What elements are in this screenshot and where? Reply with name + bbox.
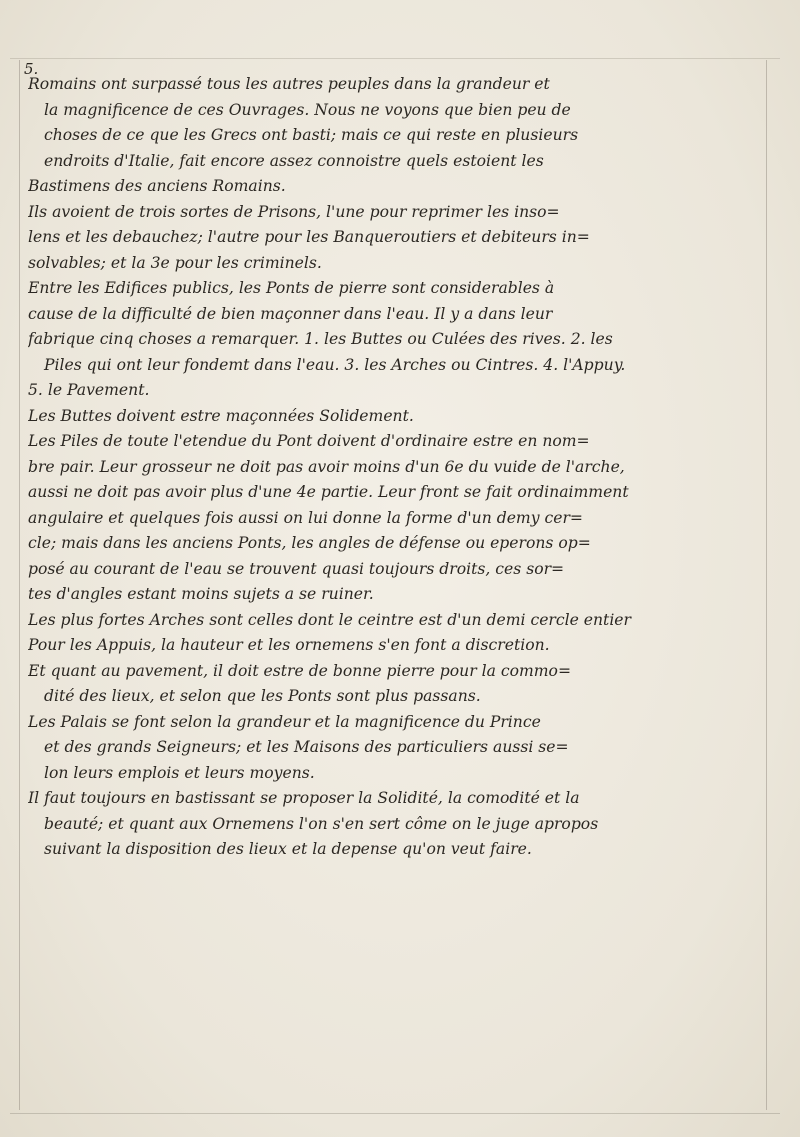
text-line: dité des lieux, et selon que les Ponts sont plus passans. <box>44 687 481 705</box>
text-line: Les Buttes doivent estre maçonnées Solidement. <box>28 406 414 425</box>
text-line: Et quant au pavement, il doit estre de bonne pierre pour la commo= <box>28 661 572 680</box>
page-number: 5. <box>24 60 39 78</box>
text-line: Les Palais se font selon la grandeur et la magnificence du Prince <box>28 712 541 731</box>
text-line: aussi ne doit pas avoir plus d'une 4e partie. Leur front se fait ordinaimment <box>28 483 629 501</box>
right-margin-rule <box>766 60 767 1110</box>
text-line: endroits d'Italie, fait encore assez connoistre quels estoient les <box>44 151 544 170</box>
text-line: la magnificence de ces Ouvrages. Nous ne voyons que bien peu de <box>44 100 571 119</box>
text-line: suivant la disposition des lieux et la depense qu'on veut faire. <box>44 840 532 858</box>
text-line: fabrique cinq choses a remarquer. 1. les Buttes ou Culées des rives. 2. les <box>28 330 613 348</box>
text-line: solvables; et la 3e pour les criminels. <box>28 253 322 272</box>
text-line: et des grands Seigneurs; et les Maisons des particuliers aussi se= <box>44 738 569 756</box>
text-line: choses de ce que les Grecs ont basti; mais ce qui reste en plusieurs <box>44 126 579 144</box>
text-line: lon leurs emplois et leurs moyens. <box>44 763 315 782</box>
left-margin-rule <box>19 60 20 1110</box>
text-line: Entre les Edifices publics, les Ponts de pierre sont considerables à <box>28 279 555 297</box>
text-line: cause de la difficulté de bien maçonner dans l'eau. Il y a dans leur <box>28 304 553 323</box>
text-line: angulaire et quelques fois aussi on lui donne la forme d'un demy cer= <box>28 508 583 527</box>
text-line: Romains ont surpassé tous les autres peuples dans la grandeur et <box>28 75 550 93</box>
text-line: posé au courant de l'eau se trouvent quasi toujours droits, ces sor= <box>28 559 565 578</box>
top-rule <box>10 58 780 59</box>
text-line: Les plus fortes Arches sont celles dont le ceintre est d'un demi cercle entier <box>28 610 631 629</box>
manuscript-text <box>28 72 763 863</box>
text-line: Il faut toujours en bastissant se proposer la Solidité, la comodité et la <box>28 789 580 807</box>
text-line: Piles qui ont leur fondemt dans l'eau. 3. les Arches ou Cintres. 4. l'Appuy. <box>44 355 626 374</box>
text-line: Pour les Appuis, la hauteur et les ornemens s'en font a discretion. <box>28 636 550 654</box>
text-line: Ils avoient de trois sortes de Prisons, l'une pour reprimer les inso= <box>28 202 560 221</box>
text-line: Bastimens des anciens Romains. <box>28 177 286 195</box>
bottom-rule <box>10 1113 780 1114</box>
text-line: bre pair. Leur grosseur ne doit pas avoir moins d'un 6e du vuide de l'arche, <box>28 457 625 476</box>
text-line: lens et les debauchez; l'autre pour les Banqueroutiers et debiteurs in= <box>28 228 590 246</box>
text-line: beauté; et quant aux Ornemens l'on s'en sert côme on le juge apropos <box>44 814 599 833</box>
text-line: 5. le Pavement. <box>28 381 150 399</box>
text-line: cle; mais dans les anciens Ponts, les angles de défense ou eperons op= <box>28 534 591 552</box>
text-line: tes d'angles estant moins sujets a se ruiner. <box>28 585 374 603</box>
text-line: Les Piles de toute l'etendue du Pont doivent d'ordinaire estre en nom= <box>28 432 590 450</box>
